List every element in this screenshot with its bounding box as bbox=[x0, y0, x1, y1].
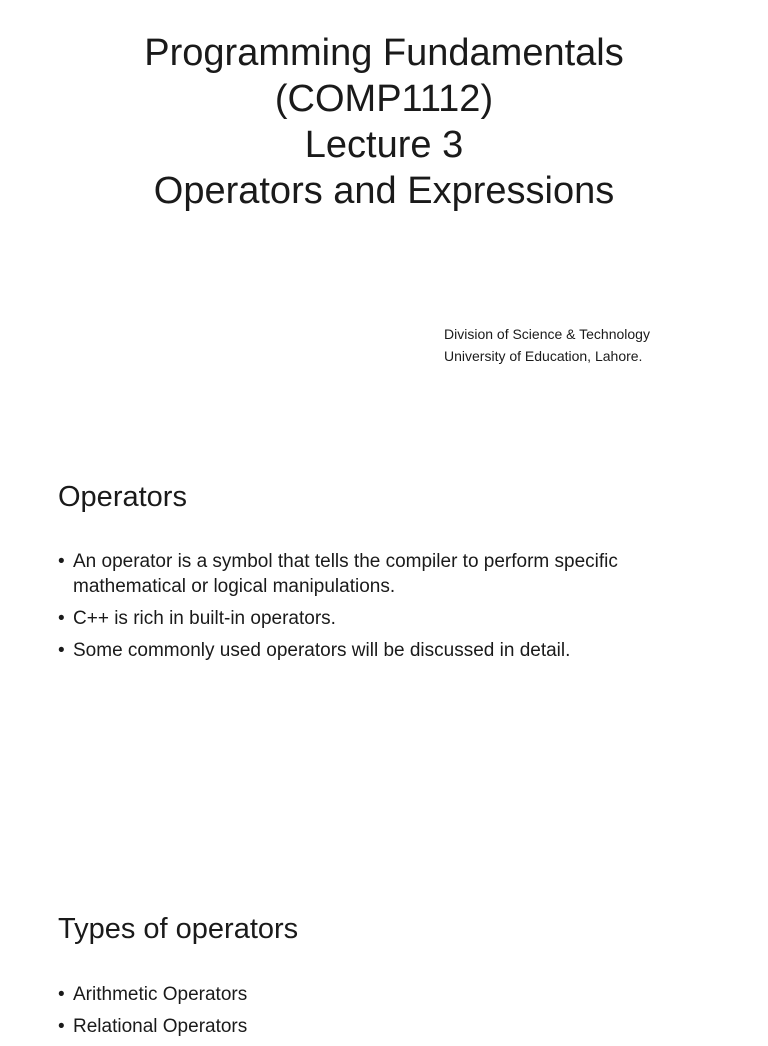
university-name: University of Education, Lahore. bbox=[444, 348, 643, 364]
slide-heading: Operators bbox=[58, 481, 187, 513]
bullet-icon: • bbox=[58, 984, 65, 1005]
subtitle-block bbox=[444, 323, 744, 367]
list-item bbox=[58, 638, 718, 663]
operators-slide bbox=[0, 432, 768, 864]
types-slide bbox=[0, 864, 768, 1037]
bullet-text: Some commonly used operators will be discussed in detail. bbox=[73, 640, 571, 661]
bullet-list bbox=[58, 549, 718, 670]
bullet-icon: • bbox=[58, 1016, 65, 1037]
course-code: (COMP1112) bbox=[274, 78, 494, 120]
division-name: Division of Science & Technology bbox=[444, 326, 650, 342]
list-item bbox=[58, 982, 718, 1007]
bullet-text: An operator is a symbol that tells the compiler to perform specific mathematical or logical manipulations. bbox=[73, 551, 618, 597]
bullet-list bbox=[58, 982, 718, 1046]
title-slide bbox=[0, 0, 768, 432]
list-item bbox=[58, 606, 718, 631]
title-block bbox=[0, 30, 768, 214]
course-title: Programming Fundamentals bbox=[144, 32, 624, 74]
lecture-number: Lecture 3 bbox=[304, 124, 464, 166]
list-item bbox=[58, 549, 718, 599]
bullet-icon: • bbox=[58, 640, 65, 661]
slide-heading: Types of operators bbox=[58, 913, 299, 945]
bullet-text: C++ is rich in built-in operators. bbox=[73, 608, 336, 629]
bullet-icon: • bbox=[58, 608, 65, 629]
bullet-icon: • bbox=[58, 551, 65, 572]
bullet-text: Relational Operators bbox=[73, 1016, 248, 1037]
bullet-text: Arithmetic Operators bbox=[73, 984, 248, 1005]
lecture-topic: Operators and Expressions bbox=[153, 170, 615, 212]
list-item bbox=[58, 1014, 718, 1039]
